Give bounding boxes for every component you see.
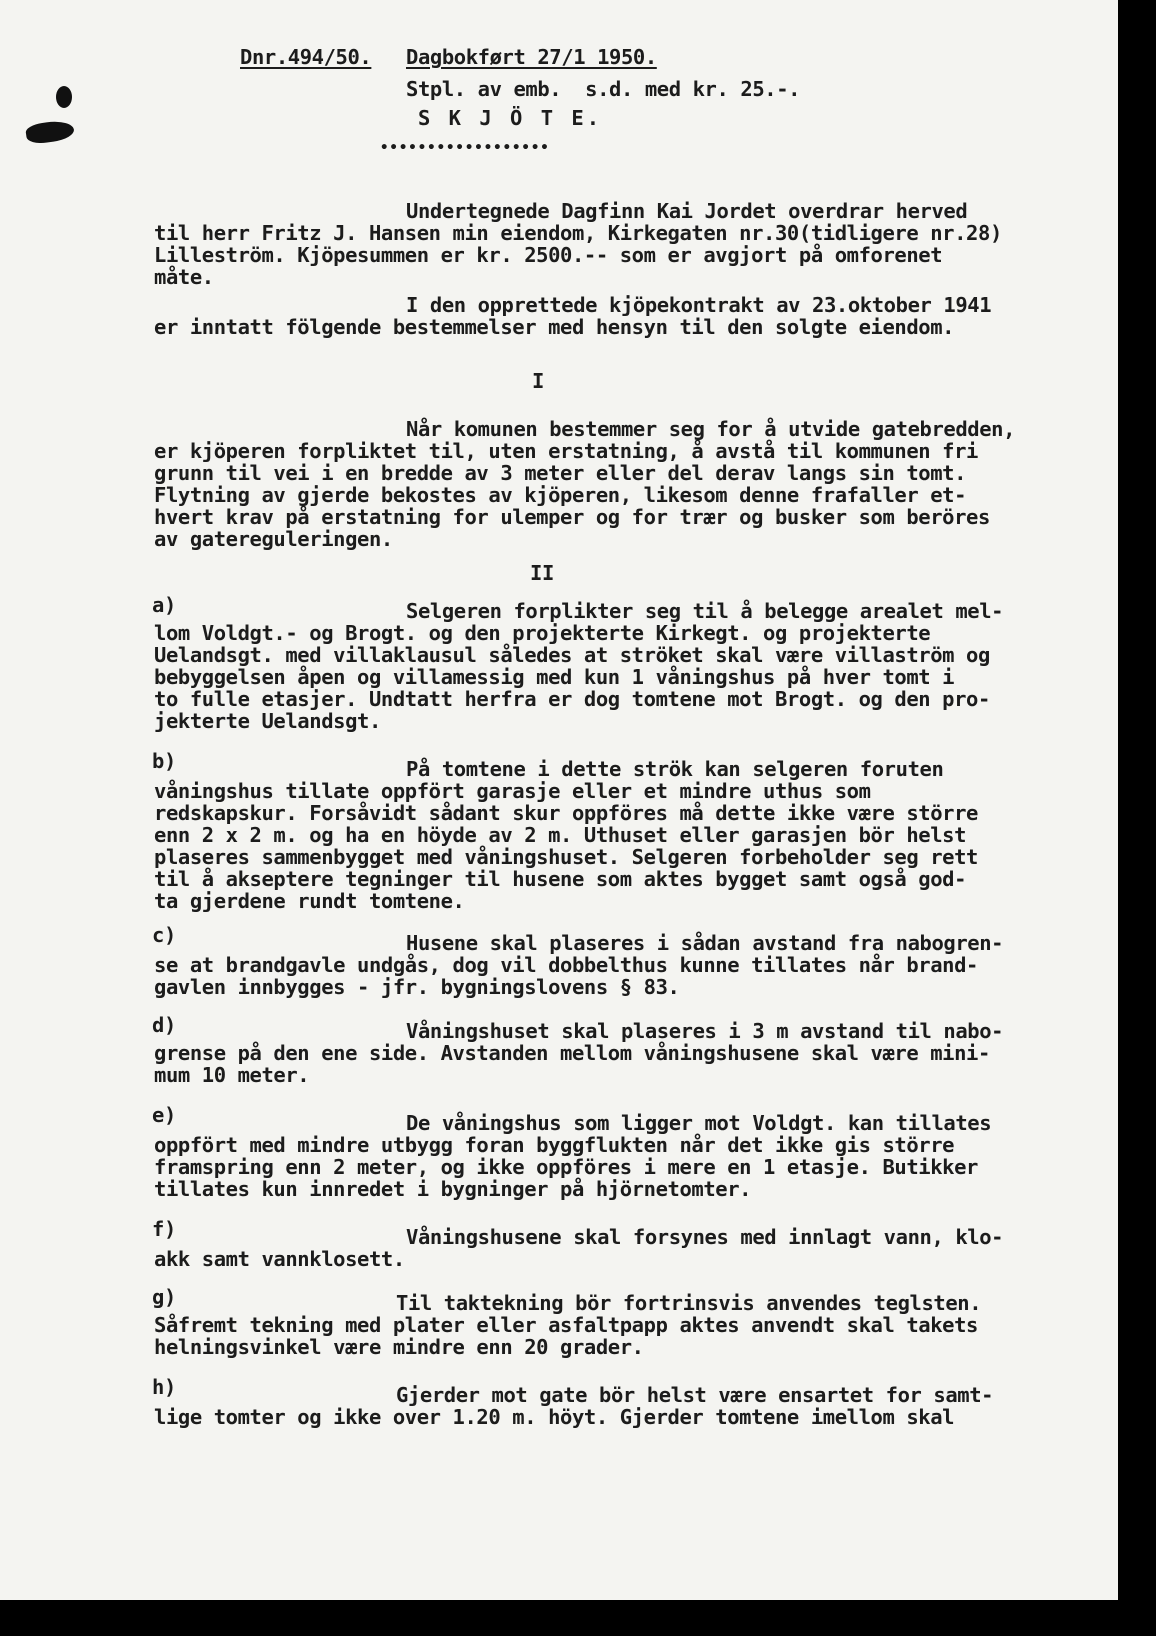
text-line: redskapskur. Forsåvidt sådant skur oppföres må dette ikke være större [154,801,979,825]
text-line: grunn til vei i en bredde av 3 meter eller del derav langs sin tomt. [154,461,967,485]
clause-label: d) [152,1013,176,1037]
text-line: av gatereguleringen. [154,527,393,551]
text-line: lige tomter og ikke over 1.20 m. höyt. Gjerder tomtene imellom skal [154,1405,955,1429]
section-heading: II [530,561,554,585]
text-line: måte. [154,265,214,289]
text-line: hvert krav på erstatning for ulemper og for trær og busker som beröres [154,505,990,529]
text-line: Til taktekning bör fortrinsvis anvendes teglsten. [396,1291,982,1315]
text-line: er inntatt fölgende bestemmelser med hensyn til den solgte eiendom. [154,315,955,339]
text-line: Undertegnede Dagfinn Kai Jordet overdrar herved [406,199,968,223]
clause-label: a) [152,593,176,617]
text-line: De våningshus som ligger mot Voldgt. kan tillates [406,1111,992,1135]
text-line: oppfört med mindre utbygg foran byggflukten når det ikke gis större [154,1133,955,1157]
document-title: S K J Ö T E. [418,106,603,130]
clause-label: g) [152,1285,176,1309]
text-line: jekterte Uelandsgt. [154,709,381,733]
text-line: tillates kun innredet i bygninger på hjörnetomter. [154,1177,752,1201]
text-line: to fulle etasjer. Undtatt herfra er dog tomtene mot Brogt. og den pro- [154,687,990,711]
text-line: Flytning av gjerde bekostes av kjöperen, likesom denne frafaller et- [154,483,967,507]
text-line: Lilleström. Kjöpesummen er kr. 2500.-- som er avgjort på omforenet [154,243,943,267]
text-line: lom Voldgt.- og Brogt. og den projekterte Kirkegt. og projekterte [154,621,931,645]
text-line: bebyggelsen åpen og villamessig med kun 1 våningshus på hver tomt i [154,665,955,689]
text-line: til å akseptere tegninger til husene som aktes bygget samt også god- [154,867,967,891]
text-line: er kjöperen forpliktet til, uten erstatning, å avstå til kommunen fri [154,439,979,463]
stamp-line: Stpl. av emb. s.d. med kr. 25.-. [406,77,801,101]
text-line: våningshus tillate oppfört garasje eller et mindre uthus som [154,779,871,803]
text-line: til herr Fritz J. Hansen min eiendom, Kirkegaten nr.30(tidligere nr.28) [154,221,1002,245]
clause-label: e) [152,1103,176,1127]
text-line: enn 2 x 2 m. og ha en höyde av 2 m. Uthuset eller garasjen bör helst [154,823,967,847]
text-line: grense på den ene side. Avstanden mellom våningshusene skal være mini- [154,1041,990,1065]
text-line: Selgeren forplikter seg til å belegge arealet mel- [406,599,1004,623]
text-line: Våningshuset skal plaseres i 3 m avstand til nabo- [406,1019,1004,1043]
text-line: Såfremt tekning med plater eller asfaltpapp aktes anvendt skal takets [154,1313,979,1337]
text-line: Våningshusene skal forsynes med innlagt vann, klo- [406,1225,1004,1249]
diary-number: Dnr.494/50. [240,45,372,69]
text-line: gavlen innbygges - jfr. bygningslovens § 83. [154,975,680,999]
section-heading: I [532,369,544,393]
text-line: Når komunen bestemmer seg for å utvide gatebredden, [406,417,1016,441]
clause-label: f) [152,1217,176,1241]
dotted-divider: •••••••••••••••••• [380,140,550,156]
text-line: ta gjerdene rundt tomtene. [154,889,465,913]
clause-label: b) [152,749,176,773]
text-line: helningsvinkel være mindre enn 20 grader. [154,1335,644,1359]
ink-blot-bottom [25,119,75,145]
clause-label: h) [152,1375,176,1399]
text-line: se at brandgavle undgås, dog vil dobbelthus kunne tillates når brand- [154,953,979,977]
text-line: I den opprettede kjöpekontrakt av 23.oktober 1941 [406,293,992,317]
text-line: akk samt vannklosett. [154,1247,405,1271]
text-line: plaseres sammenbygget med våningshuset. Selgeren forbeholder seg rett [154,845,979,869]
clause-label: c) [152,923,176,947]
text-line: Husene skal plaseres i sådan avstand fra nabogren- [406,931,1004,955]
diary-date: Dagbokført 27/1 1950. [406,45,657,69]
text-line: framspring enn 2 meter, og ikke oppföres i mere en 1 etasje. Butikker [154,1155,979,1179]
text-line: mum 10 meter. [154,1063,310,1087]
text-line: På tomtene i dette strök kan selgeren foruten [406,757,944,781]
ink-blot-top [56,86,72,108]
text-line: Uelandsgt. med villaklausul således at ströket skal være villaström og [154,643,990,667]
text-line: Gjerder mot gate bör helst være ensartet for samt- [396,1383,994,1407]
